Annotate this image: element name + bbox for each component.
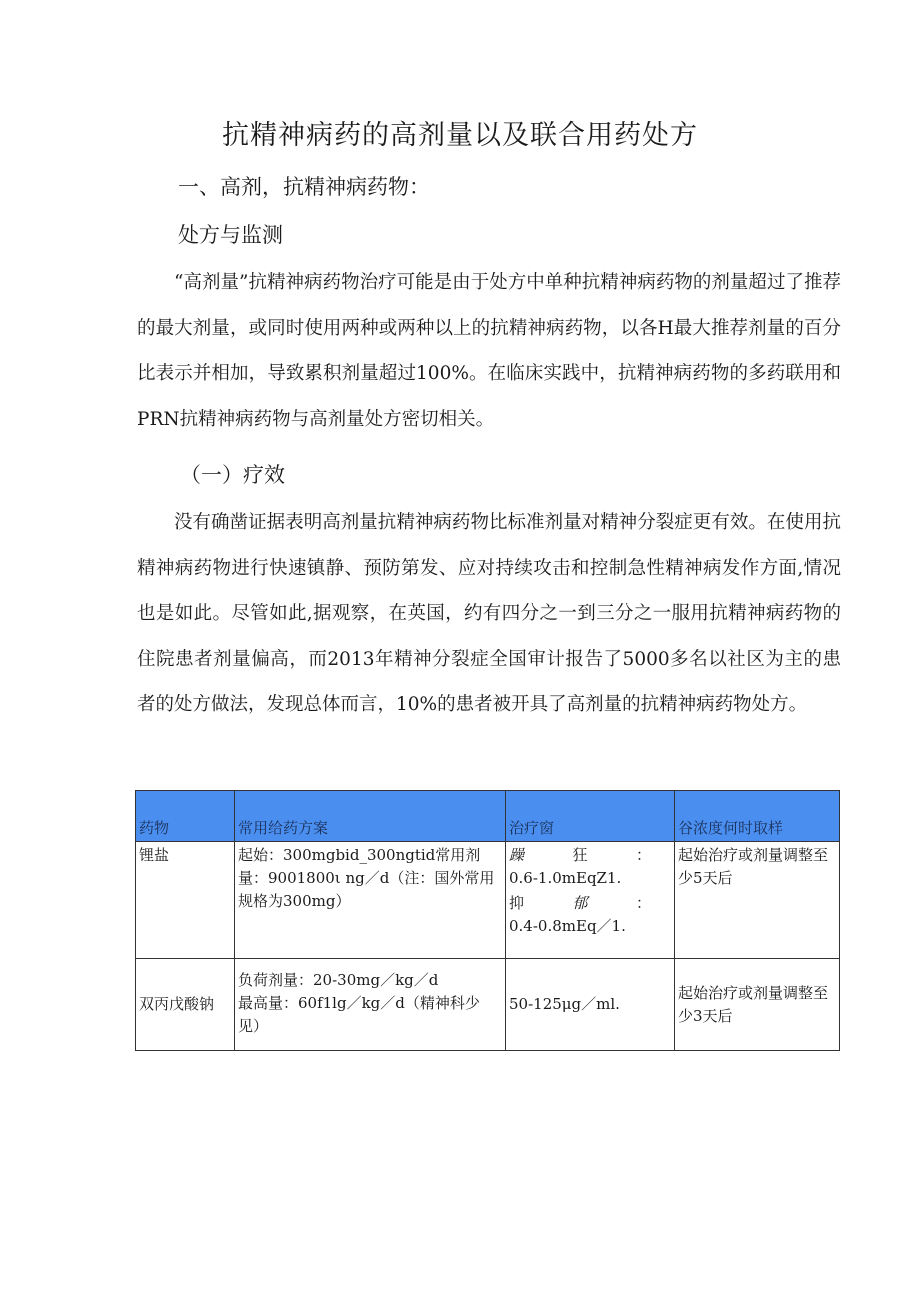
cell-window <box>506 842 675 959</box>
window-depression-label <box>509 892 671 915</box>
efficacy-heading: （一）疗效 <box>180 463 285 487</box>
paragraph-intro: “高剂量”抗精神病药物治疗可能是由于处方中单种抗精神病药物的剂量超过了推荐的最大剂量，或同时使用两种或两种以上的抗精神病药物，以各H最大推荐剂量的百分比表示并相加，导致累积剂量超过100%。在临床实践中，抗精神病药物的多药联用和PRN抗精神病药物与高剂量处方密切相关。 <box>137 272 841 430</box>
cell-regimen: 起始：300mgbid_300ngtid常用剂量：9001800ι ng／d（注：国外常用规格为300mg） <box>235 842 506 959</box>
cell-drug: 锂盐 <box>136 842 235 959</box>
depression-colon: ： <box>635 894 651 912</box>
table-row <box>136 959 840 1051</box>
header-sampling: 谷浓度何时取样 <box>675 791 840 842</box>
table-header-row <box>136 791 840 842</box>
page-title: 抗精神病药的高剂量以及联合用药处方 <box>222 120 698 151</box>
mania-colon: ： <box>635 846 651 864</box>
depression-char-2: 郁 <box>572 894 588 912</box>
depression-char-1: 抑 <box>509 894 525 912</box>
cell-sampling: 起始治疗或剂量调整至少5天后 <box>675 842 840 959</box>
regimen-max-dose: 最高量：60f1lg／kg／d（精神科少见） <box>238 994 480 1035</box>
header-drug: 药物 <box>136 791 235 842</box>
header-window: 治疗窗 <box>506 791 675 842</box>
subsection-heading: 处方与监测 <box>178 223 283 247</box>
section-heading: 一、高剂，抗精神病药物： <box>178 175 430 199</box>
mania-char-1: 躁 <box>509 846 525 864</box>
regimen-loading-dose: 负荷剂量：20-30mg／kg／d <box>238 971 439 989</box>
cell-sampling: 起始治疗或剂量调整至少3天后 <box>675 959 840 1051</box>
window-mania-value: 0.6-1.0mEqZ1. <box>509 869 622 887</box>
header-regimen: 常用给药方案 <box>235 791 506 842</box>
cell-regimen <box>235 959 506 1051</box>
paragraph-efficacy: 没有确凿证据表明高剂量抗精神病药物比标准剂量对精神分裂症更有效。在使用抗精神病药物进行快速镇静、预防第发、应对持续攻击和控制急性精神病发作方面,情况也是如此。尽管如此,据观察，在英国，约有四分之一到三分之一服用抗精神病药物的住院患者剂量偏高，而2013年精神分裂症全国审计报告了5000多名以社区为主的患者的处方做法，发现总体而言，10%的患者被开具了高剂量的抗精神病药物处方。 <box>137 512 841 715</box>
cell-drug: 双丙戊酸钠 <box>136 959 235 1051</box>
mania-char-2: 狂 <box>572 846 588 864</box>
window-mania-label <box>509 844 671 867</box>
window-depression-value: 0.4-0.8mEq／1. <box>509 917 626 935</box>
drug-table <box>135 790 840 1051</box>
table-row <box>136 842 840 959</box>
cell-window: 50-125μg／ml. <box>506 959 675 1051</box>
